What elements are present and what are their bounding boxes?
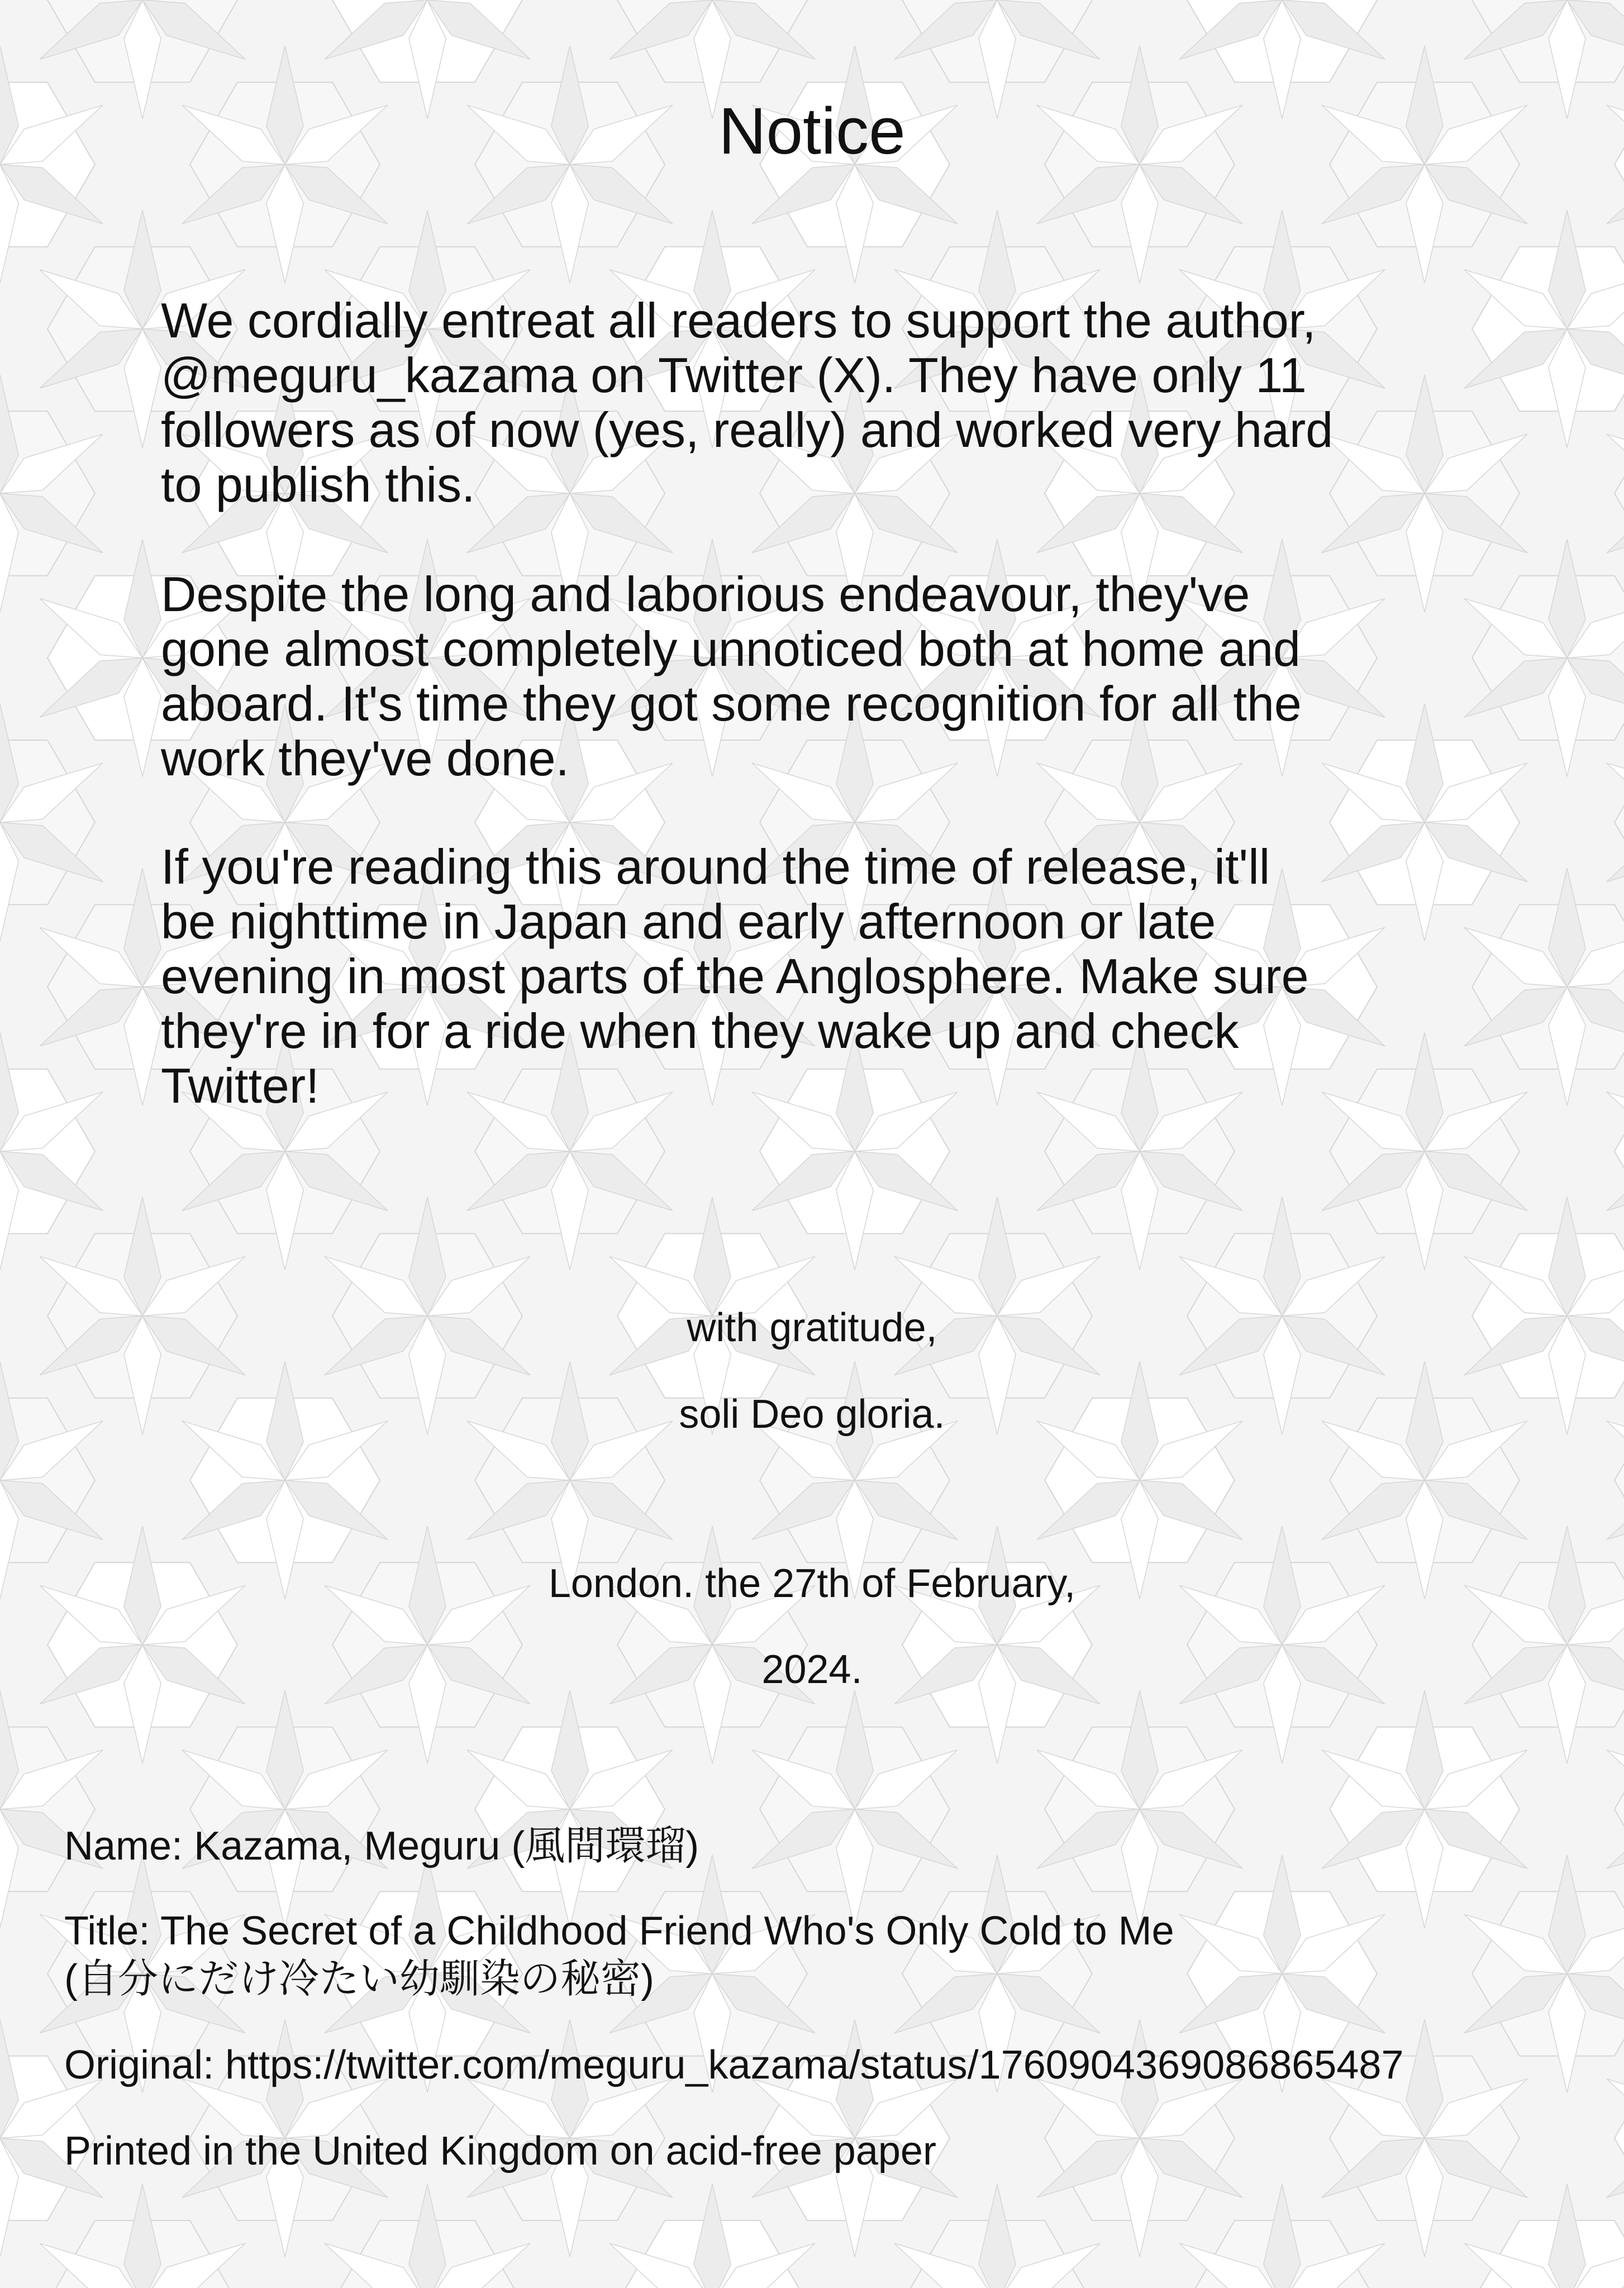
- colophon-original-link: Original: https://twitter.com/meguru_kazama/status/1760904369086865487: [64, 2043, 1404, 2087]
- colophon-title-japanese: (自分にだけ冷たい幼馴染の秘密): [64, 1957, 654, 2001]
- closing-gratitude: with gratitude,: [687, 1305, 937, 1350]
- closing-place-date: London. the 27th of February,: [548, 1561, 1076, 1606]
- colophon-printing-note: Printed in the United Kingdom on acid-free paper: [64, 2129, 936, 2173]
- colophon-name: Name: Kazama, Meguru (風間環瑠): [64, 1824, 699, 1868]
- page-title: Notice: [718, 94, 906, 168]
- closing-year: 2024.: [761, 1647, 863, 1692]
- notice-paragraph-support: We cordially entreat all readers to support the author, @meguru_kazama on Twitter (X). They have only 11 followers as of now (yes, really) and worked very hard to publish this.: [161, 293, 1334, 512]
- colophon-title: Title: The Secret of a Childhood Friend Who's Only Cold to Me: [64, 1909, 1174, 1953]
- notice-paragraph-recognition: Despite the long and laborious endeavour, they've gone almost completely unnoticed both at home and aboard. It's time they got some recognition for all the work they've done.: [161, 566, 1302, 786]
- closing-motto: soli Deo gloria.: [679, 1392, 945, 1437]
- notice-paragraph-release-time: If you're reading this around the time of release, it'll be nighttime in Japan and early afternoon or late evening in most parts of the Anglosphere. Make sure they're in for a ride when they wake up and check Twitter!: [161, 839, 1309, 1113]
